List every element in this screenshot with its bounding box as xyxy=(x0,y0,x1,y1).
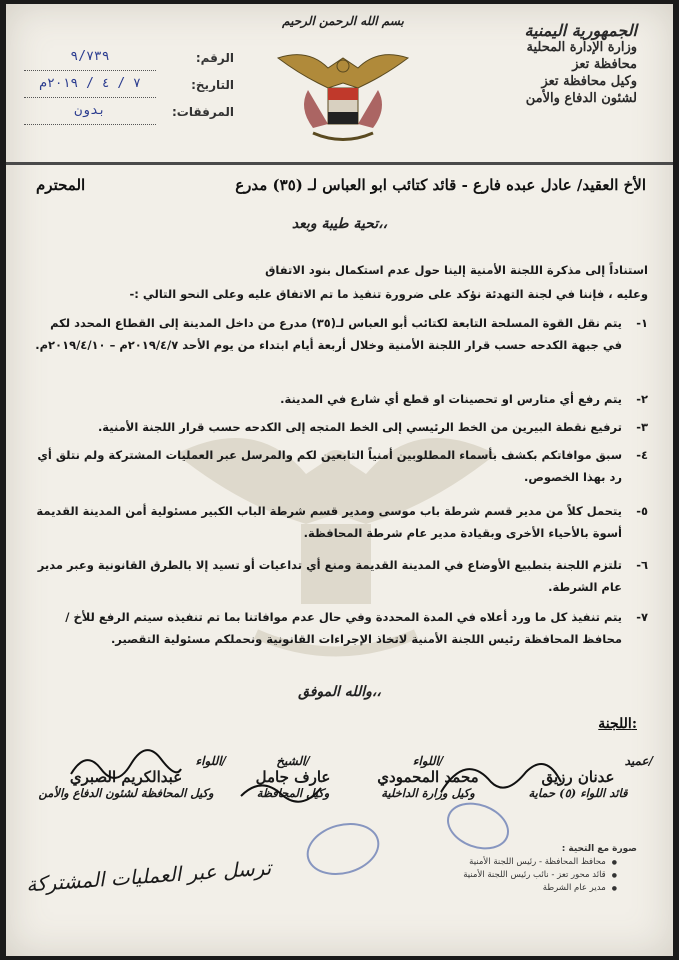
list-item xyxy=(28,416,648,438)
item-text: يتم نقل القوة المسلحة التابعة لكتائب أبو العباس لـ(٣٥) مدرع من داخل المدينة إلى القطاع المحدد لكم في جبهة الكدحه حسب قرار اللجنة الأمنية وخلال أربعة أيام ابتداء من يوم الأحد ٢٠١٩/٤/٧م – ٢٠١٩/٤/١٠م. xyxy=(35,316,622,352)
item-text: ترفيع نقطة البيرين من الخط الرئيسي إلى الخط المتجه إلى الكدحه حسب قرار اللجنة الأمنية. xyxy=(97,420,622,434)
signatory-rank: عميد/ xyxy=(624,754,653,768)
basmala: بسم الله الرحمن الرحيم xyxy=(282,14,404,28)
list-item: ● محافظ المحافظة - رئيس اللجنة الأمنية xyxy=(307,856,617,869)
reference-value: ٩/٧٣٩ xyxy=(24,44,156,71)
item-number: ٥- xyxy=(636,504,648,518)
signatory-name: عارف جامل xyxy=(255,768,331,786)
item-text: سبق موافاتكم بكشف بأسماء المطلوبين أمنياً التابعين لكم والمرسل عبر العمليات المشتركة ولم نتلق أي رد بهذا الخصوص. xyxy=(37,448,622,484)
list-item xyxy=(28,444,648,488)
signatory-rank: الشيخ/ xyxy=(276,754,310,768)
reference-block xyxy=(24,44,234,125)
copies-title: صورة مع التحية : xyxy=(561,844,637,854)
list-item xyxy=(28,312,648,356)
deputy-affairs: لشئون الدفاع والأمن xyxy=(525,91,637,106)
signature-scribble-icon xyxy=(236,776,326,806)
list-item: ● قائد محور تعز - نائب رئيس اللجنة الأمنية xyxy=(307,869,617,882)
date-value: ٧ / ٤ / ٢٠١٩م xyxy=(24,71,156,98)
header-divider xyxy=(6,162,673,165)
signatory-role: وكيل وزارة الداخلية xyxy=(381,786,475,800)
signatory-rank: اللواء/ xyxy=(195,754,226,768)
national-emblem xyxy=(268,14,418,154)
governorate-name: محافظة تعز xyxy=(572,57,637,72)
intro-paragraph: استناداً إلى مذكرة اللجنة الأمنية إلينا حول عدم استكمال بنود الاتفاق xyxy=(265,263,648,277)
ministry-name: وزارة الإدارة المحلية xyxy=(526,40,637,55)
attachments-value: بدون xyxy=(24,98,156,125)
addressee-name: الأخ العقيد/ عادل عبده فارع - قائد كتائب ابو العباس لـ (٣٥) مدرع xyxy=(235,176,646,194)
item-number: ٦- xyxy=(636,558,648,572)
eagle-emblem-icon xyxy=(268,28,418,148)
intro-paragraph-2: وعليه ، فإننا في لجنة التهدئة نؤكد على ضرورة تنفيذ ما تم الاتفاق عليه وعلى النحو التالي :- xyxy=(129,287,648,301)
item-text: تلتزم اللجنة بتطبيع الأوضاع في المدينة القديمة ومنع أي تداعيات أو تسيد إلا بالطرق القانونية وعبر مدير عام الشرطة. xyxy=(37,558,622,594)
signature-scribble-icon xyxy=(66,744,186,784)
closing-line: والله الموفق،، xyxy=(298,684,381,700)
copies-block xyxy=(307,844,637,895)
greeting: تحية طيبة وبعد،، xyxy=(291,216,388,232)
signatory-name: محمد المحمودي xyxy=(377,768,479,786)
signature-scribble-icon xyxy=(436,752,566,802)
item-number: ٤- xyxy=(636,448,648,462)
item-number: ١- xyxy=(636,316,648,330)
item-text: يتم رفع أي متارس او تحصينات او قطع أي شارع في المدينة. xyxy=(280,392,622,406)
list-item: ● مدير عام الشرطة xyxy=(307,882,617,895)
item-number: ٢- xyxy=(636,392,648,406)
item-text: يتحمل كلاً من مدير قسم شرطة باب موسى ومدير قسم شرطة الباب الكبير مسئولية أمن المدينة القديمة أسوة بالأحياء الأخرى وبقيادة مدير عام شرطة المحافظة. xyxy=(36,504,622,540)
attachments-row xyxy=(24,98,234,125)
item-number: ٧- xyxy=(636,610,648,624)
letter-sheet xyxy=(6,4,673,956)
date-row xyxy=(24,71,234,98)
signatory-rank: اللواء/ xyxy=(412,754,444,768)
signatory-name: عبدالكريم الصبري xyxy=(69,768,183,786)
committee-label: اللجنة: xyxy=(598,716,637,732)
signatory-role: قائد اللواء (٥) حماية xyxy=(528,786,628,800)
signatory-name: عدنان رزيق xyxy=(541,768,615,786)
addressee-honorific: المحترم xyxy=(36,176,86,194)
item-number: ٣- xyxy=(636,420,648,434)
attachments-label: المرفقات: xyxy=(172,104,234,119)
date-label: التاريخ: xyxy=(191,77,234,92)
item-text: يتم تنفيذ كل ما ورد أعلاه في المدة المحددة وفي حال عدم موافاتنا بما تم تنفيذه سيتم الرفع للأخ / محافظ المحافظة رئيس اللجنة الأمنية لاتخاذ الإجراءات القانونية ونحملكم مسئولية التقصير. xyxy=(65,610,622,646)
issuer-header xyxy=(437,22,637,107)
reference-label: الرقم: xyxy=(195,50,234,65)
deputy-title: وكيل محافظة تعز xyxy=(541,74,637,89)
list-item xyxy=(28,554,648,598)
reference-row xyxy=(24,44,234,71)
signatory-role: وكيل المحافظة xyxy=(256,786,330,800)
country-name: الجمهورية اليمنية xyxy=(524,21,637,40)
addressee-line xyxy=(36,176,646,194)
handwritten-note: ترسل عبر العمليات المشتركة xyxy=(25,855,272,897)
list-item xyxy=(28,606,648,650)
list-item xyxy=(28,500,648,544)
signatory-role: وكيل المحافظة لشئون الدفاع والأمن xyxy=(38,786,214,800)
copies-list xyxy=(307,856,617,895)
list-item xyxy=(28,388,648,410)
